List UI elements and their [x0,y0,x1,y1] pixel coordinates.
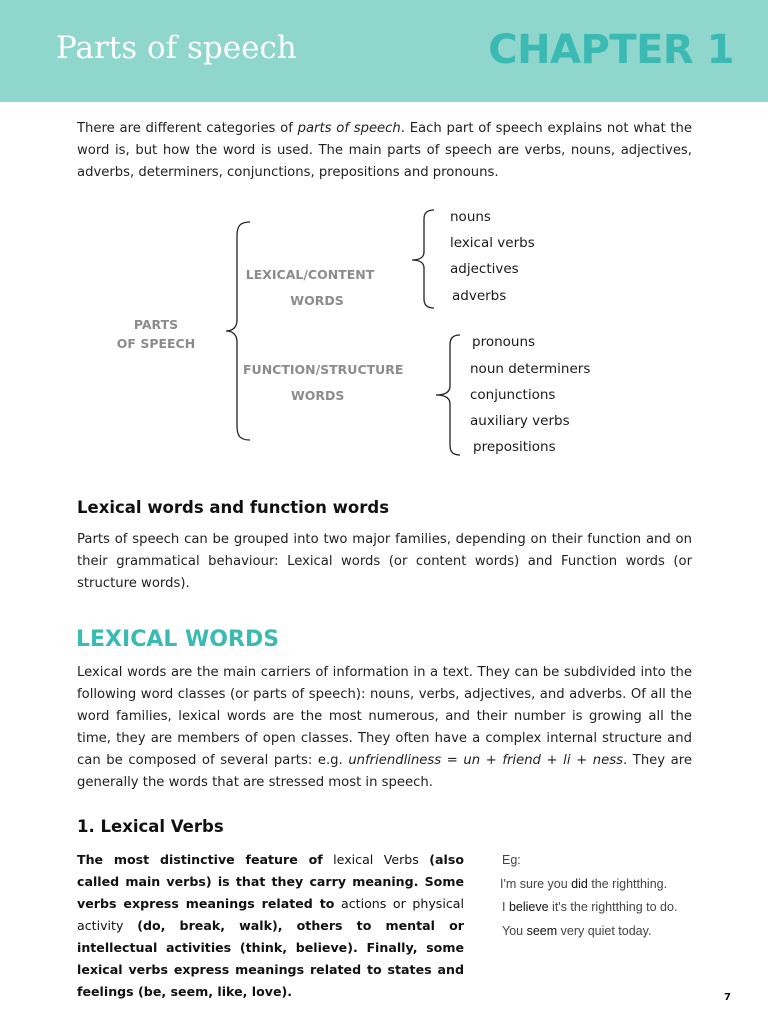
ex3-a: You [502,924,527,938]
lv-text-2: actions or physical activity [77,896,465,933]
ex3-c: very quiet today. [557,924,652,938]
intro-emphasis: parts of speech [297,121,401,136]
lv-bold-3: (do, break, walk), others to mental or intellectual activities (think, believe). Finally, some lexical verbs express meanings related to states and feelings (be, seem, like, love). [77,918,464,999]
function-item-pronouns: pronouns [472,334,536,350]
example-1 [500,877,667,891]
lexical-words-paragraph [77,662,692,794]
function-brace [434,333,462,457]
ex1-c: the rightthing. [587,877,668,891]
intro-paragraph [77,118,692,184]
lexical-brace [410,208,436,310]
lexical-function-paragraph: Parts of speech can be grouped into two major families, depending on their function and on their grammatical behaviour: Lexical words (or content words) and Function words (or structure words). [77,532,692,591]
lexical-item-lexical-verbs: lexical verbs [450,235,535,251]
lexical-label-line2: WORDS [290,293,344,308]
root-label-line1: PARTS [133,317,179,332]
examples-label: Eg: [502,853,521,867]
lv-text-1: lexical Verbs [322,852,430,867]
page-number: 7 [724,992,731,1003]
chapter-label: CHAPTER 1 [488,27,734,73]
example-2 [502,900,677,914]
chapter-header [0,0,768,102]
function-label-line1: FUNCTION/STRUCTURE [243,362,404,377]
intro-text-1: There are different categories of [77,121,298,136]
lv-bold-2: (also called main verbs) is that they carry meaning. Some verbs express meanings related to [77,852,465,911]
function-structure-label [236,357,408,409]
lexical-label-line1: LEXICAL/CONTENT [245,267,375,282]
lexical-verbs-heading: 1. Lexical Verbs [77,817,224,836]
function-item-auxiliary-verbs: auxiliary verbs [470,413,570,429]
lexical-words-text-2: . They are generally the words that are stressed most in speech. [77,753,693,790]
ex2-c: it's the rightthing to do. [548,900,678,914]
lexical-item-adverbs: adverbs [452,288,507,304]
function-item-noun-determiners: noun determiners [470,361,591,377]
parts-of-speech-diagram [0,200,768,470]
lexical-words-text-1: Lexical words are the main carriers of information in a text. They can be subdivided into the following word classes (or parts of speech): nouns, verbs, adjectives, and adverbs. Of all the word families, lexical words are the most numerous, and their number is growing all the time, they are members of open classes. They often have a complex internal structure and can be composed of several parts: e.g. [77,665,692,768]
ex3-verb: seem [526,924,558,938]
page-title: Parts of speech [56,30,297,66]
section-heading-lexical-function: Lexical words and function words [77,498,390,517]
ex1-verb: did [571,877,588,891]
function-item-prepositions: prepositions [473,439,556,455]
lv-bold-1: The most distinctive feature of [77,852,323,867]
lexical-content-label [236,262,384,314]
lexical-words-heading: LEXICAL WORDS [76,627,280,652]
ex2-a: I [502,900,509,914]
intro-text-2: . Each part of speech explains not what the word is, but how the word is used. The main parts of speech are verbs, nouns, adjectives, adverbs, determiners, conjunctions, prepositions and pronouns. [77,121,693,180]
ex2-verb: believe [508,900,549,914]
function-label-line2: WORDS [291,388,345,403]
function-item-conjunctions: conjunctions [470,387,556,403]
lexical-item-nouns: nouns [450,209,491,225]
lexical-verbs-paragraph [77,849,464,1003]
lexical-item-adjectives: adjectives [450,261,519,277]
example-3 [502,924,651,938]
lexical-words-example: unfriendliness = un + friend + li + ness [348,753,623,768]
root-label-line2: OF SPEECH [116,336,196,351]
diagram-root-label [108,315,204,353]
ex1-a: I'm sure you [500,877,572,891]
